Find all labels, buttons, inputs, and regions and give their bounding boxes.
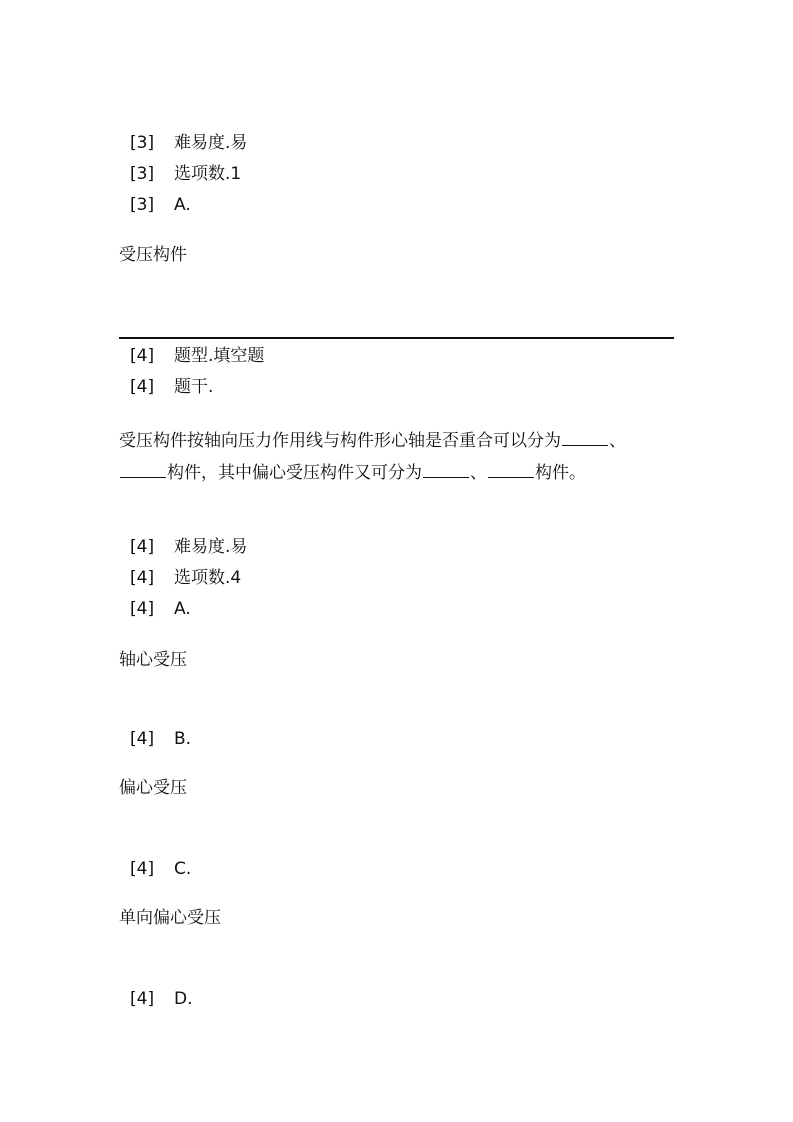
q3-difficulty-text: 难易度.易 xyxy=(174,133,248,153)
question-divider xyxy=(119,337,674,339)
q4-option-c-text: 单向偏心受压 xyxy=(119,908,221,928)
q4-stem-part1: 受压构件按轴向压力作用线与构件形心轴是否重合可以分为 xyxy=(119,431,561,451)
q4-option-b-letter: B. xyxy=(174,729,192,749)
q4-option-b-line xyxy=(130,727,191,751)
q4-difficulty-line xyxy=(130,535,247,559)
q4-type-text: 题型.填空题 xyxy=(174,346,265,366)
q4-blank-3 xyxy=(423,459,469,478)
q4-option-c-letter: C. xyxy=(174,859,192,879)
q3-option-a-line xyxy=(130,193,191,217)
q4-option-a-line xyxy=(130,597,191,621)
q4-option-d-line xyxy=(130,987,193,1011)
q3-difficulty-tag: [3] xyxy=(130,133,155,153)
q4-stem-part3: 构件。 xyxy=(535,463,586,483)
q4-option-d-tag: [4] xyxy=(130,989,155,1009)
q4-blank-2 xyxy=(120,459,166,478)
q4-option-count-tag: [4] xyxy=(130,568,155,588)
q4-option-c-line xyxy=(130,857,191,881)
q4-option-a-text: 轴心受压 xyxy=(119,650,187,670)
q4-difficulty-text: 难易度.易 xyxy=(174,537,248,557)
q4-option-b-text: 偏心受压 xyxy=(119,778,187,798)
q4-stem-sep2: 、 xyxy=(470,463,487,483)
q4-blank-4 xyxy=(488,459,534,478)
q3-option-a-tag: [3] xyxy=(130,195,155,215)
q4-stem-sep1: 、 xyxy=(609,431,626,451)
q3-option-a-letter: A. xyxy=(174,195,191,215)
q3-option-count-text: 选项数.1 xyxy=(174,164,242,184)
q3-option-count-tag: [3] xyxy=(130,164,155,184)
q4-option-b-tag: [4] xyxy=(130,729,155,749)
q4-difficulty-tag: [4] xyxy=(130,537,155,557)
q4-blank-1 xyxy=(562,427,608,446)
q4-stem-label-tag: [4] xyxy=(130,377,155,397)
q4-option-count-text: 选项数.4 xyxy=(174,568,242,588)
q3-option-a-text: 受压构件 xyxy=(119,245,187,265)
q4-stem xyxy=(119,425,679,489)
q4-option-a-tag: [4] xyxy=(130,599,155,619)
q4-option-a-letter: A. xyxy=(174,599,191,619)
q4-type-line xyxy=(130,344,264,368)
q3-difficulty-line xyxy=(130,131,247,155)
q3-option-count-line xyxy=(130,162,241,186)
q4-option-count-line xyxy=(130,566,241,590)
q4-option-d-letter: D. xyxy=(174,989,193,1009)
q4-type-tag: [4] xyxy=(130,346,155,366)
q4-stem-label-text: 题干. xyxy=(174,377,214,397)
q4-stem-label-line xyxy=(130,375,213,399)
q4-stem-part2: 构件，其中偏心受压构件又可分为 xyxy=(167,463,422,483)
q4-option-c-tag: [4] xyxy=(130,859,155,879)
